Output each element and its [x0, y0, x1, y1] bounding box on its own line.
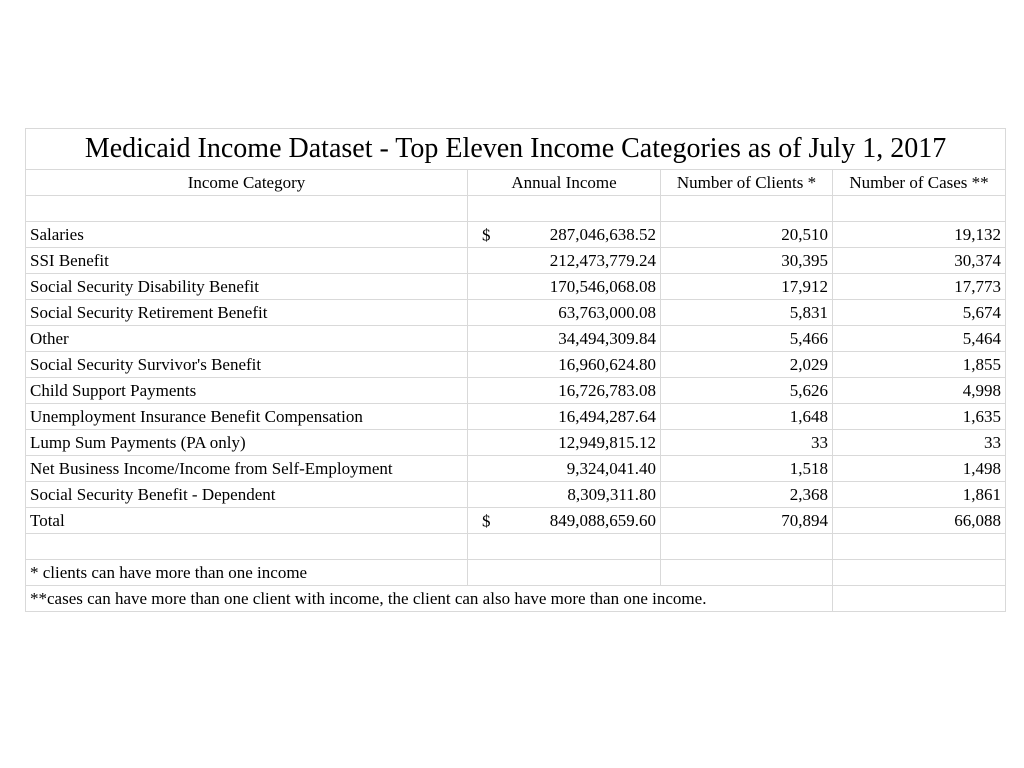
spacer-row [26, 196, 1006, 222]
empty-cell [468, 534, 661, 560]
currency-symbol: $ [482, 511, 491, 530]
empty-cell [26, 196, 468, 222]
total-annual-income-cell [468, 508, 661, 534]
annual-income-value: 170,546,068.08 [549, 277, 656, 296]
number-of-clients-cell: 1,648 [661, 404, 833, 430]
annual-income-cell [468, 404, 661, 430]
annual-income-cell [468, 456, 661, 482]
annual-income-value: 287,046,638.52 [549, 225, 656, 244]
header-income-category: Income Category [26, 170, 468, 196]
total-clients-cell: 70,894 [661, 508, 833, 534]
annual-income-value: 16,960,624.80 [558, 355, 656, 374]
table-row [26, 482, 1006, 508]
empty-cell [468, 196, 661, 222]
income-category-cell: Social Security Benefit - Dependent [26, 482, 468, 508]
annual-income-cell [468, 326, 661, 352]
annual-income-value: 16,494,287.64 [558, 407, 656, 426]
table-row [26, 456, 1006, 482]
number-of-cases-cell: 33 [833, 430, 1006, 456]
table-row [26, 326, 1006, 352]
empty-cell [468, 560, 661, 586]
annual-income-cell [468, 378, 661, 404]
annual-income-cell [468, 300, 661, 326]
table-row [26, 378, 1006, 404]
header-number-of-cases: Number of Cases ** [833, 170, 1006, 196]
annual-income-value: 8,309,311.80 [567, 485, 656, 504]
income-category-cell: Other [26, 326, 468, 352]
annual-income-cell [468, 274, 661, 300]
number-of-clients-cell: 30,395 [661, 248, 833, 274]
number-of-clients-cell: 5,466 [661, 326, 833, 352]
empty-cell [833, 196, 1006, 222]
table-row [26, 352, 1006, 378]
number-of-cases-cell: 5,464 [833, 326, 1006, 352]
number-of-clients-cell: 33 [661, 430, 833, 456]
number-of-cases-cell: 1,635 [833, 404, 1006, 430]
annual-income-value: 9,324,041.40 [566, 459, 656, 478]
income-category-cell: Social Security Disability Benefit [26, 274, 468, 300]
annual-income-value: 849,088,659.60 [549, 511, 656, 530]
empty-cell [661, 534, 833, 560]
income-category-cell: Social Security Retirement Benefit [26, 300, 468, 326]
table-row [26, 300, 1006, 326]
income-category-cell: Net Business Income/Income from Self-Employment [26, 456, 468, 482]
table-row [26, 248, 1006, 274]
annual-income-value: 12,949,815.12 [558, 433, 656, 452]
table-title: Medicaid Income Dataset - Top Eleven Income Categories as of July 1, 2017 [26, 129, 1006, 170]
number-of-cases-cell: 1,855 [833, 352, 1006, 378]
income-category-cell: Lump Sum Payments (PA only) [26, 430, 468, 456]
income-category-cell: Child Support Payments [26, 378, 468, 404]
income-category-cell: Unemployment Insurance Benefit Compensation [26, 404, 468, 430]
number-of-clients-cell: 2,368 [661, 482, 833, 508]
income-category-cell: Social Security Survivor's Benefit [26, 352, 468, 378]
footnote-clients: * clients can have more than one income [26, 560, 468, 586]
annual-income-value: 16,726,783.08 [558, 381, 656, 400]
income-category-cell: SSI Benefit [26, 248, 468, 274]
number-of-cases-cell: 4,998 [833, 378, 1006, 404]
number-of-cases-cell: 19,132 [833, 222, 1006, 248]
empty-cell [661, 196, 833, 222]
number-of-clients-cell: 5,626 [661, 378, 833, 404]
annual-income-cell [468, 222, 661, 248]
number-of-cases-cell: 17,773 [833, 274, 1006, 300]
annual-income-value: 63,763,000.08 [558, 303, 656, 322]
number-of-cases-cell: 5,674 [833, 300, 1006, 326]
annual-income-value: 212,473,779.24 [549, 251, 656, 270]
table-row [26, 274, 1006, 300]
income-table [25, 128, 1006, 612]
annual-income-cell [468, 248, 661, 274]
footnote-cases: **cases can have more than one client with income, the client can also have more than one income. [26, 586, 833, 612]
number-of-clients-cell: 2,029 [661, 352, 833, 378]
header-number-of-clients: Number of Clients * [661, 170, 833, 196]
total-row [26, 508, 1006, 534]
table-row [26, 430, 1006, 456]
number-of-cases-cell: 1,861 [833, 482, 1006, 508]
annual-income-cell [468, 352, 661, 378]
table-row [26, 222, 1006, 248]
title-row [26, 129, 1006, 170]
empty-cell [661, 560, 833, 586]
number-of-clients-cell: 17,912 [661, 274, 833, 300]
number-of-clients-cell: 1,518 [661, 456, 833, 482]
currency-symbol: $ [482, 225, 491, 244]
footnote-row [26, 586, 1006, 612]
header-annual-income: Annual Income [468, 170, 661, 196]
footnote-row [26, 560, 1006, 586]
total-label: Total [26, 508, 468, 534]
number-of-cases-cell: 1,498 [833, 456, 1006, 482]
annual-income-value: 34,494,309.84 [558, 329, 656, 348]
empty-cell [833, 586, 1006, 612]
number-of-cases-cell: 30,374 [833, 248, 1006, 274]
number-of-clients-cell: 20,510 [661, 222, 833, 248]
empty-cell [833, 534, 1006, 560]
spacer-row [26, 534, 1006, 560]
total-cases-cell: 66,088 [833, 508, 1006, 534]
empty-cell [833, 560, 1006, 586]
header-row [26, 170, 1006, 196]
number-of-clients-cell: 5,831 [661, 300, 833, 326]
annual-income-cell [468, 482, 661, 508]
empty-cell [26, 534, 468, 560]
annual-income-cell [468, 430, 661, 456]
income-category-cell: Salaries [26, 222, 468, 248]
table-row [26, 404, 1006, 430]
